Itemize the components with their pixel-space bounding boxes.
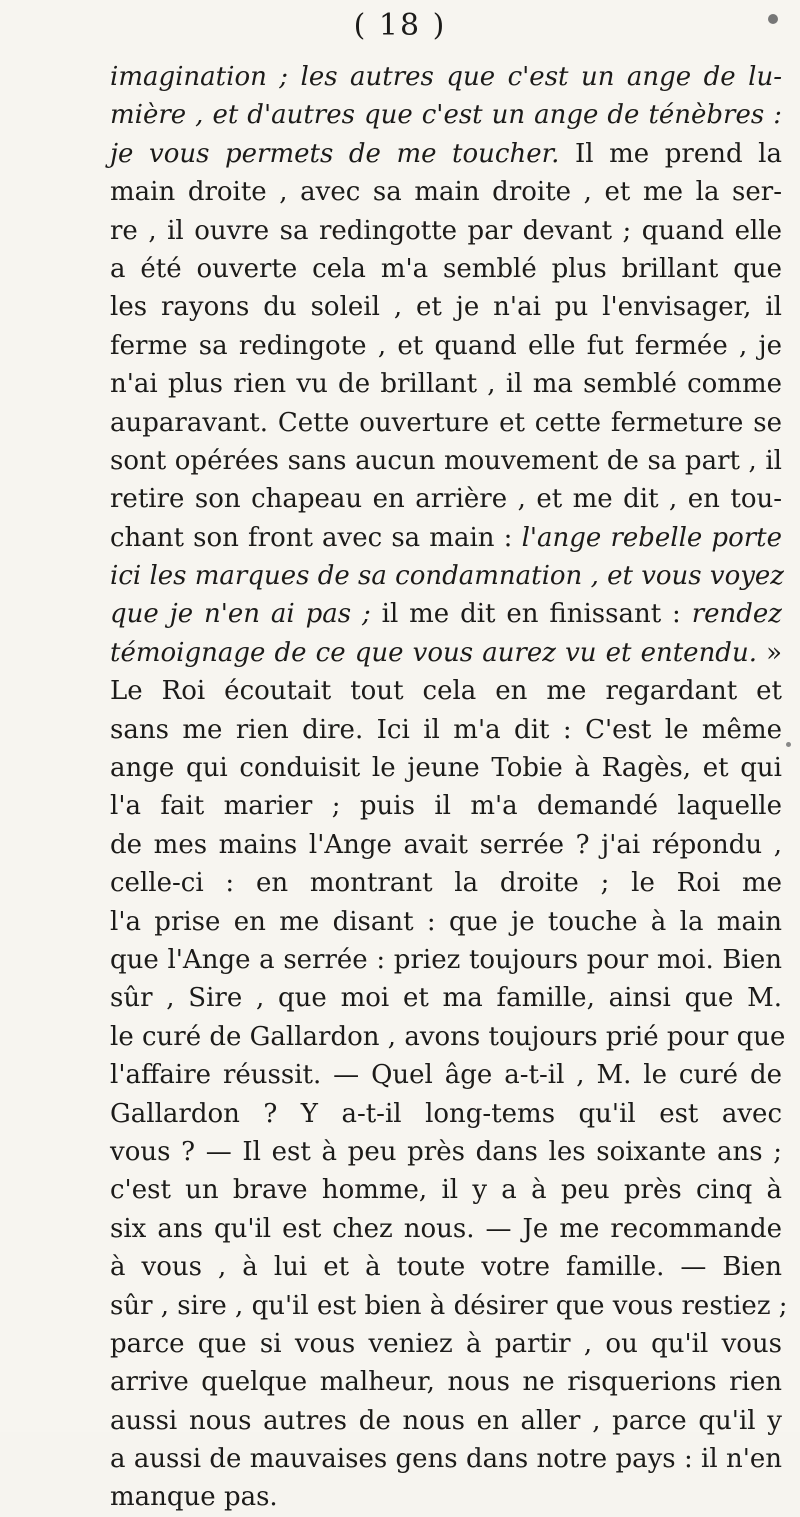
text-run: ferme sa redingote , et quand elle fut fermée , je bbox=[110, 330, 782, 361]
text-run: a été ouverte cela m'a semblé plus brillant que bbox=[110, 253, 782, 284]
italic-text: imagination ; les autres que c'est un ange de lu- bbox=[110, 62, 782, 92]
text-line bbox=[110, 864, 782, 902]
text-run: arrive quelque malheur, nous ne risquerions rien bbox=[110, 1367, 782, 1398]
text-run: manque pas. bbox=[110, 1482, 278, 1513]
text-line bbox=[110, 826, 782, 864]
text-run: a aussi de mauvaises gens dans notre pays : il n'en bbox=[110, 1444, 782, 1475]
text-run: aussi nous autres de nous en aller , parce qu'il y bbox=[110, 1405, 782, 1436]
page-number: ( 18 ) bbox=[353, 8, 447, 43]
text-line bbox=[110, 442, 782, 480]
text-line bbox=[110, 212, 782, 250]
italic-text: l'ange rebelle porte bbox=[521, 522, 782, 553]
text-line bbox=[110, 96, 782, 134]
italic-text: que je n'en ai pas ; bbox=[110, 599, 371, 630]
text-run: de mes mains l'Ange avait serrée ? j'ai répondu , bbox=[110, 829, 782, 860]
text-line bbox=[110, 1402, 782, 1440]
text-line bbox=[110, 365, 782, 403]
text-run: retire son chapeau en arrière , et me dit , en tou- bbox=[110, 484, 782, 515]
text-line bbox=[110, 173, 782, 211]
text-run: l'affaire réussit. — Quel âge a-t-il , M. le curé de bbox=[110, 1060, 782, 1091]
text-line bbox=[110, 135, 782, 173]
text-line bbox=[110, 557, 785, 595]
text-line bbox=[110, 634, 782, 672]
italic-text: mière , et d'autres que c'est un ange de ténèbres : bbox=[110, 100, 782, 131]
text-line bbox=[110, 1171, 782, 1209]
text-line bbox=[110, 327, 782, 365]
italic-text: témoignage de ce que vous aurez vu et entendu. bbox=[110, 637, 757, 668]
text-line bbox=[110, 58, 782, 96]
text-run: » bbox=[756, 637, 783, 668]
text-line bbox=[110, 979, 782, 1017]
ink-speck bbox=[786, 742, 791, 747]
text-run: parce que si vous veniez à partir , ou qu'il vous bbox=[110, 1328, 782, 1359]
text-line bbox=[110, 941, 782, 979]
text-line bbox=[110, 1248, 782, 1286]
text-run: n'ai plus rien vu de brillant , il ma semblé comme bbox=[110, 369, 782, 400]
text-line bbox=[110, 1133, 782, 1171]
text-run: l'a prise en me disant : que je touche à la main bbox=[110, 906, 782, 937]
text-line bbox=[110, 672, 782, 710]
text-run: celle-ci : en montrant la droite ; le Roi me bbox=[110, 868, 782, 899]
text-line bbox=[110, 1325, 782, 1363]
body-text bbox=[110, 58, 788, 1517]
italic-text: rendez bbox=[691, 599, 782, 630]
text-run: sont opérées sans aucun mouvement de sa part , il bbox=[110, 445, 782, 476]
text-line bbox=[110, 787, 782, 825]
text-run: que l'Ange a serrée : priez toujours pour moi. Bien bbox=[110, 944, 782, 975]
text-line bbox=[110, 749, 782, 787]
italic-text: je vous permets de me toucher. bbox=[110, 138, 560, 169]
text-line bbox=[110, 1363, 782, 1401]
text-run: sûr , sire , qu'il est bien à désirer que vous restiez ; bbox=[110, 1290, 788, 1321]
text-run: à vous , à lui et à toute votre famille. — Bien bbox=[110, 1252, 782, 1283]
text-run: c'est un brave homme, il y a à peu près cinq à bbox=[110, 1175, 782, 1206]
text-run: auparavant. Cette ouverture et cette fermeture se bbox=[110, 407, 782, 438]
text-line bbox=[110, 1440, 782, 1478]
text-run: ange qui conduisit le jeune Tobie à Ragès, et qui bbox=[110, 753, 782, 784]
text-run: six ans qu'il est chez nous. — Je me recommande bbox=[110, 1213, 782, 1244]
text-line bbox=[110, 1018, 786, 1056]
text-line bbox=[110, 1478, 782, 1516]
text-line bbox=[110, 1287, 788, 1325]
text-run: l'a fait marier ; puis il m'a demandé laquelle bbox=[110, 791, 782, 822]
text-line bbox=[110, 1210, 782, 1248]
text-line bbox=[110, 480, 782, 518]
text-run: sûr , Sire , que moi et ma famille, ainsi que M. bbox=[110, 983, 782, 1014]
text-run: vous ? — Il est à peu près dans les soixante ans ; bbox=[110, 1136, 782, 1167]
text-line bbox=[110, 288, 782, 326]
italic-text: ici les marques de sa condamnation , et vous voyez bbox=[110, 561, 785, 592]
text-run: Gallardon ? Y a-t-il long-tems qu'il est avec bbox=[110, 1098, 782, 1129]
text-run: sans me rien dire. Ici il m'a dit : C'est le même bbox=[110, 714, 782, 745]
text-run: le curé de Gallardon , avons toujours prié pour que bbox=[110, 1021, 786, 1052]
text-run: re , il ouvre sa redingotte par devant ; quand elle bbox=[110, 215, 782, 246]
text-run: Le Roi écoutait tout cela en me regardant et bbox=[110, 676, 782, 707]
text-line bbox=[110, 404, 782, 442]
text-line bbox=[110, 1095, 782, 1133]
text-line bbox=[110, 595, 782, 633]
text-run: Il me prend la bbox=[559, 138, 782, 169]
text-run: main droite , avec sa main droite , et me la ser- bbox=[110, 177, 782, 208]
text-run: il me dit en finissant : bbox=[370, 599, 692, 630]
text-line bbox=[110, 250, 782, 288]
text-line bbox=[110, 1056, 782, 1094]
text-run: les rayons du soleil , et je n'ai pu l'envisager, il bbox=[110, 292, 782, 323]
text-run: chant son front avec sa main : bbox=[110, 522, 522, 553]
text-line bbox=[110, 711, 782, 749]
text-line bbox=[110, 903, 782, 941]
text-line bbox=[110, 519, 782, 557]
